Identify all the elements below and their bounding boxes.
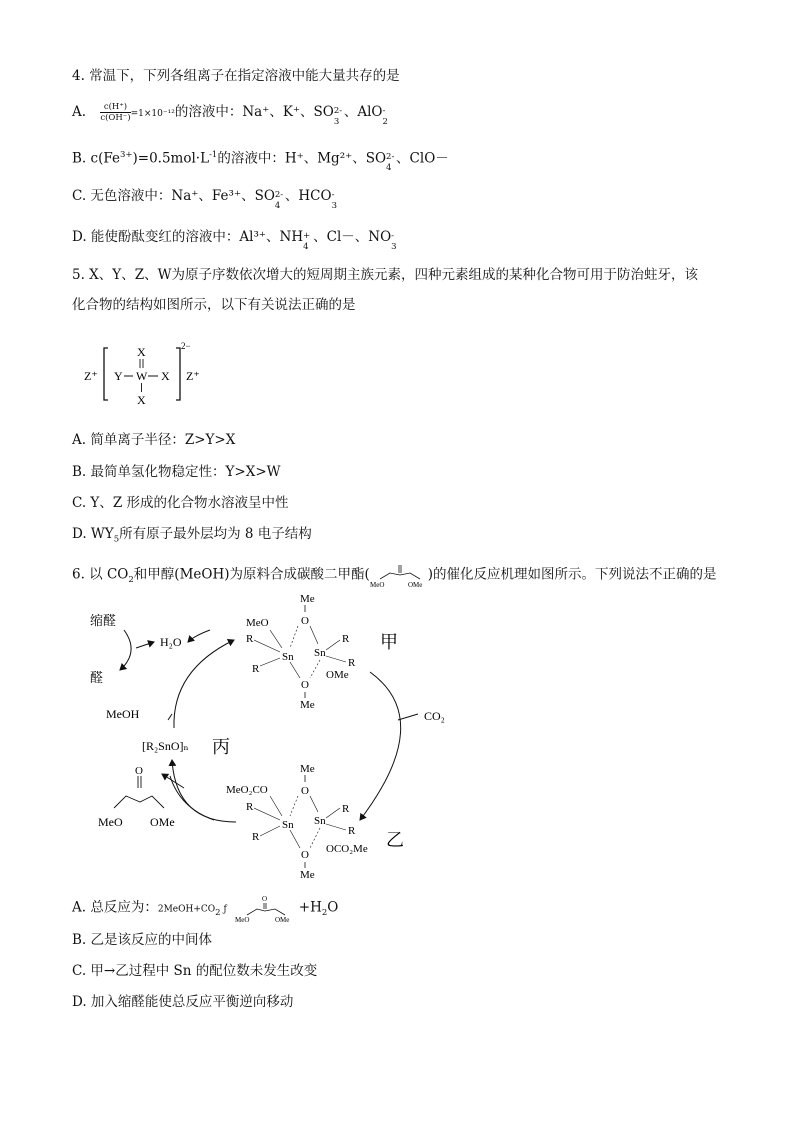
svg-text:R: R <box>342 803 350 815</box>
struct-z-right: Z⁺ <box>186 369 200 383</box>
svg-text:MeO: MeO <box>246 617 269 629</box>
q6-option-c: C. 甲→乙过程中 Sn 的配位数未发生改变 <box>72 963 318 979</box>
svg-text:O: O <box>135 765 143 777</box>
svg-text:R: R <box>252 831 260 843</box>
svg-text:OMe: OMe <box>326 669 349 681</box>
q5-stem-line-2: 化合物的结构如图所示，以下有关说法正确的是 <box>72 297 356 313</box>
struct-x-right: X <box>161 369 170 383</box>
svg-text:MeO: MeO <box>234 916 250 924</box>
svg-text:R: R <box>246 633 254 645</box>
label-bing: 丙 <box>212 737 230 757</box>
label-quan: 醛 <box>90 670 104 685</box>
label-meoh: MeOH <box>106 707 140 721</box>
svg-text:Sn: Sn <box>314 647 326 659</box>
svg-text:O: O <box>301 785 309 797</box>
svg-text:MeO: MeO <box>369 581 385 589</box>
svg-text:R: R <box>252 663 260 675</box>
q6-option-d: D. 加入缩醛能使总反应平衡逆向移动 <box>72 994 294 1010</box>
svg-text:Sn: Sn <box>314 815 326 827</box>
dimethyl-carbonate-icon <box>370 561 428 589</box>
struct-x-top: X <box>137 345 146 359</box>
label-h2o: H₂O <box>160 635 182 649</box>
q6-stem: 6. 以 $CO_2$和甲醇(MeOH)为原料合成碳酸二甲酯( MeO OMe )的催化反应机理如图所示。下列说法不正确的是 <box>72 561 717 589</box>
svg-text:Sn: Sn <box>282 819 294 831</box>
label-suoquan: 缩醛 <box>90 613 117 628</box>
svg-text:R: R <box>348 657 356 669</box>
q4-option-a: A. $\frac{c(H^+)}{c(OH^-)}$ =1×10⁻¹²的溶液中：Na⁺、K⁺、SO 2- 3 、AlO - 2 <box>72 102 388 127</box>
svg-text:R: R <box>342 633 350 645</box>
struct-z-left: Z⁺ <box>84 369 98 383</box>
svg-text:OCO₂Me: OCO₂Me <box>326 843 368 855</box>
q4-stem: 4. 常温下，下列各组离子在指定溶液中能大量共存的是 <box>72 68 400 84</box>
svg-text:MeO₂CO: MeO₂CO <box>226 784 268 796</box>
struct-x-bottom: X <box>137 393 146 407</box>
svg-text:R: R <box>348 825 356 837</box>
svg-text:OMe: OMe <box>150 815 175 829</box>
svg-text:Me: Me <box>300 763 315 775</box>
q6-option-b: B. 乙是该反应的中间体 <box>72 932 213 948</box>
label-yi: 乙 <box>386 830 404 850</box>
struct-charge: 2− <box>181 341 191 351</box>
struct-w: W <box>136 369 148 383</box>
svg-text:O: O <box>301 679 309 691</box>
svg-text:Sn: Sn <box>282 651 294 663</box>
svg-text:O: O <box>261 895 267 903</box>
svg-text:OMe: OMe <box>407 581 423 589</box>
q5-option-d: D. $WY_5$所有原子最外层均为 8 电子结构 <box>72 526 312 545</box>
svg-text:MeO: MeO <box>98 815 123 829</box>
q5-option-a: A. 简单离子半径：Z>Y>X <box>72 432 236 448</box>
q5-structure-diagram <box>80 338 220 410</box>
q5-option-c: C. Y、Z 形成的化合物水溶液呈中性 <box>72 495 289 511</box>
svg-text:O: O <box>301 615 309 627</box>
svg-text:Me: Me <box>300 699 315 711</box>
label-jia: 甲 <box>380 632 398 652</box>
q4-a-label: A. <box>72 104 87 120</box>
struct-y: Y <box>114 369 123 383</box>
svg-text:Me: Me <box>300 869 315 881</box>
q6-option-a: A. 总反应为：$2MeOH+CO_2$ ƒ O MeO OMe $+H_2O$ <box>72 895 339 924</box>
svg-text:R: R <box>246 801 254 813</box>
q4-option-b: B. $c(Fe^{3+})=0.5mol\cdot L^{-1}$的溶液中：H⁺、Mg²⁺、SO 2- 4 、ClO－ <box>72 150 449 173</box>
dimethyl-carbonate-equation-icon <box>235 893 299 923</box>
q5-stem-line-1: 5. X、Y、Z、W为原子序数依次增大的短周期主族元素，四种元素组成的某种化合物可用于防治蛀牙，该 <box>72 267 698 283</box>
q6-mechanism-diagram <box>80 590 445 886</box>
q4-a-fraction: $\frac{c(H^+)}{c(OH^-)}$ <box>100 102 131 123</box>
svg-text:OMe: OMe <box>274 916 290 924</box>
q4-option-d: D. 能使酚酞变红的溶液中：Al³⁺、NH + 4 、Cl－、NO - 3 <box>72 229 397 252</box>
svg-text:O: O <box>301 849 309 861</box>
q4-option-c: C. 无色溶液中：Na⁺、Fe³⁺、SO 2- 4 、HCO - 3 <box>72 188 337 211</box>
svg-text:Me: Me <box>300 593 315 605</box>
label-r2sno: [R₂SnO]ₙ <box>142 739 189 753</box>
q5-option-b: B. 最简单氢化物稳定性：Y>X>W <box>72 464 281 480</box>
label-co2: CO₂ <box>424 709 445 723</box>
